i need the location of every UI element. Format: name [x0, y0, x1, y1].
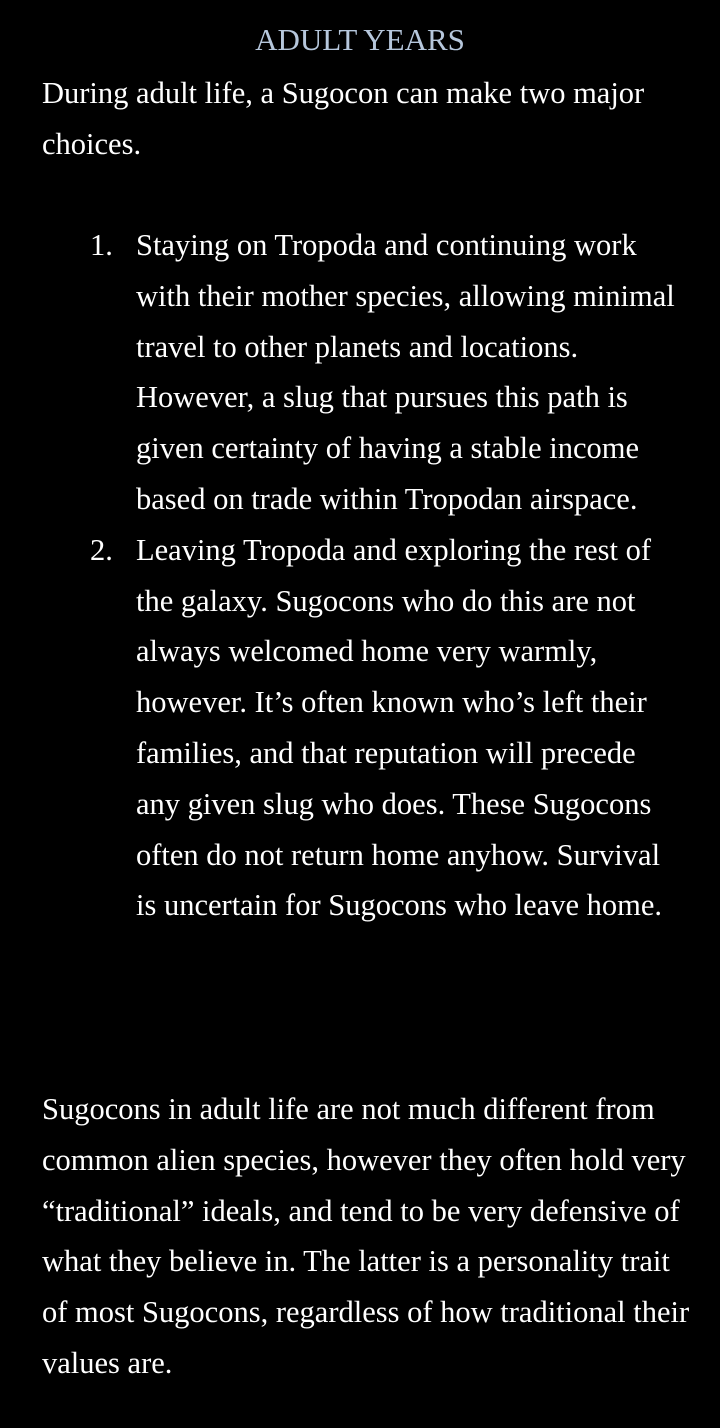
list-item	[0, 220, 720, 525]
list-item-number: 2.	[90, 532, 113, 567]
section-heading: ADULT YEARS	[255, 22, 465, 57]
list-item-number: 1.	[90, 228, 113, 262]
choices-list	[0, 220, 720, 931]
closing-paragraph: Sugocons in adult life are not much different from common alien species, however they often hold very “traditional” ideals, and tend to be very defensive of what they believe in. The latter is a personality trait of most Sugocons, regardless of how traditional their values are.	[42, 1092, 690, 1380]
list-item-text: Leaving Tropoda and exploring the rest of the galaxy. Sugocons who do this are not always welcomed home very warmly, however. It’s often known who’s left their families, and that reputation will precede any given slug who does. These Sugocons often do not return home anyhow. Survival is uncertain for Sugocons who leave home.	[136, 532, 662, 923]
intro-paragraph: During adult life, a Sugocon can make two major choices.	[42, 76, 645, 161]
list-item	[0, 525, 720, 931]
list-item-text: Staying on Tropoda and continuing work with their mother species, allowing minimal travel to other planets and locations. However, a slug that pursues this path is given certainty of having a stable income based on trade within Tropodan airspace.	[136, 228, 675, 516]
